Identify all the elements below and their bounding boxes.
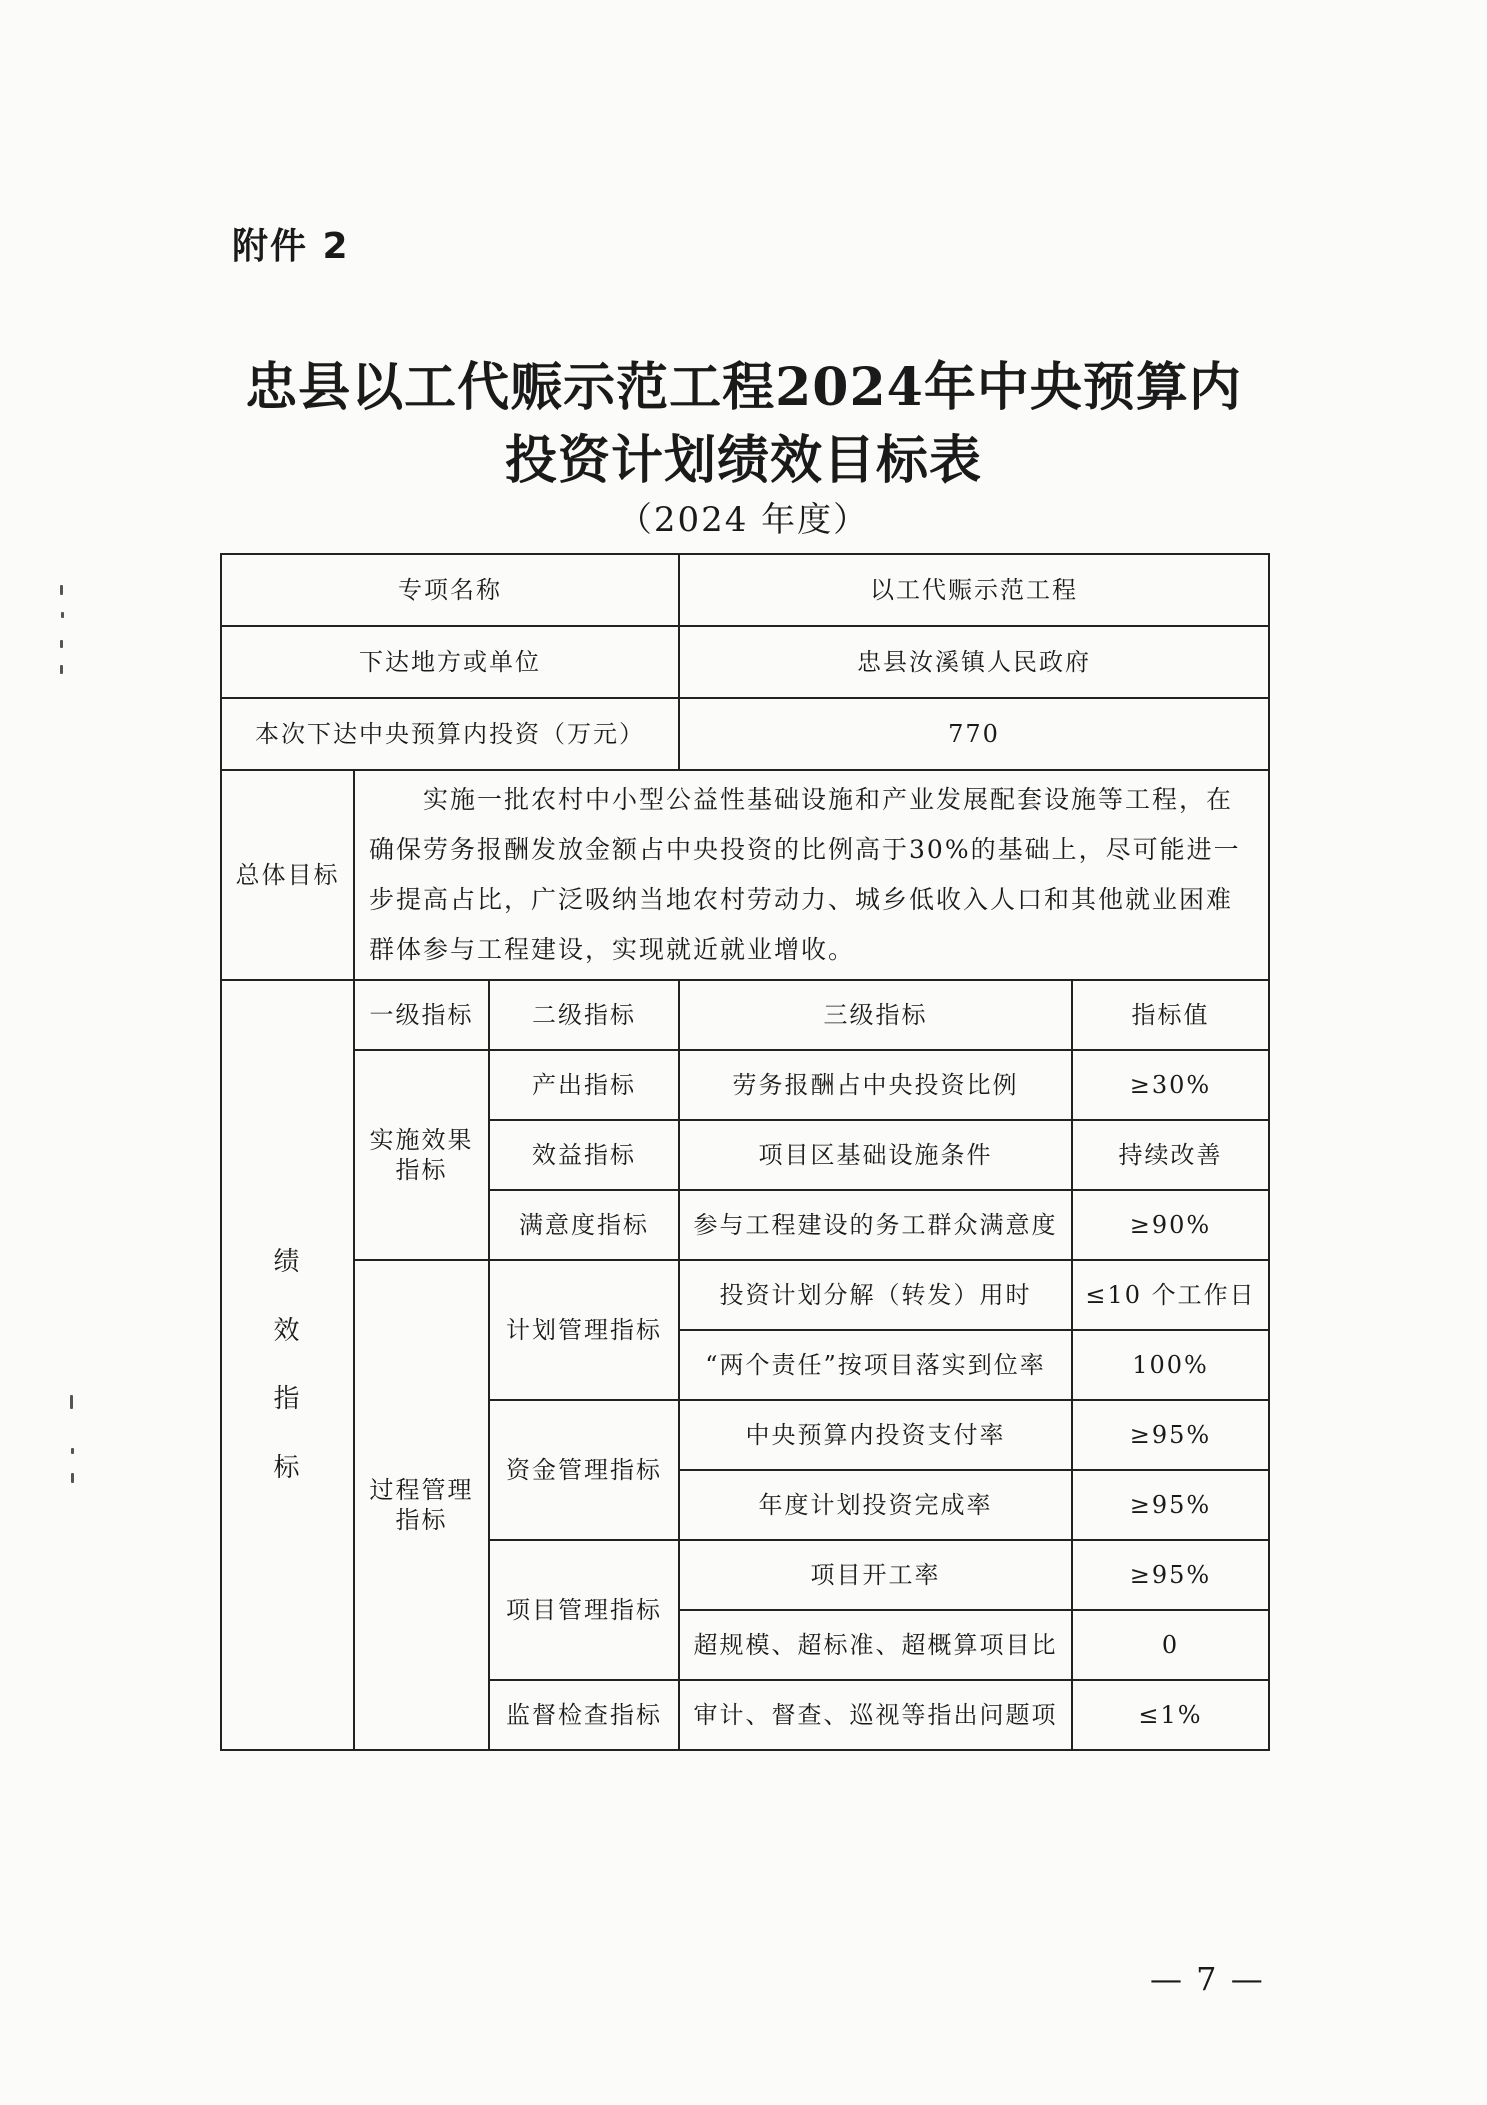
effect-group-label xyxy=(354,1050,489,1260)
level2-indicator-plan: 计划管理指标 xyxy=(489,1260,679,1400)
level2-indicator: 产出指标 xyxy=(489,1050,679,1120)
table-row xyxy=(221,626,1269,698)
level2-indicator-project: 项目管理指标 xyxy=(489,1540,679,1680)
level3-indicator: 劳务报酬占中央投资比例 xyxy=(679,1050,1072,1120)
table-row xyxy=(221,980,1269,1050)
document-title-line1: 忠县以工代赈示范工程2024年中央预算内 xyxy=(245,357,1242,418)
indicator-value: 100% xyxy=(1072,1330,1269,1400)
scan-mark xyxy=(71,1448,74,1454)
indicator-value: ≥95% xyxy=(1072,1540,1269,1610)
process-label-line: 指标 xyxy=(395,1506,448,1534)
performance-table xyxy=(220,553,1270,1751)
header-value: 指标值 xyxy=(1072,980,1269,1050)
indicator-value: ≥90% xyxy=(1072,1190,1269,1260)
level3-indicator: 超规模、超标准、超概算项目比 xyxy=(679,1610,1072,1680)
performance-label-char: 标 xyxy=(273,1452,302,1483)
indicator-value: ≥95% xyxy=(1072,1470,1269,1540)
performance-label-char: 绩 xyxy=(273,1247,302,1277)
level3-indicator: 中央预算内投资支付率 xyxy=(679,1400,1072,1470)
level2-indicator-supervise: 监督检查指标 xyxy=(489,1680,679,1750)
year-label: （2024 年度） xyxy=(617,500,870,540)
level2-indicator-fund: 资金管理指标 xyxy=(489,1400,679,1540)
level3-indicator: “两个责任”按项目落实到位率 xyxy=(679,1330,1072,1400)
process-group-label xyxy=(354,1260,489,1750)
attachment-label: 附件 2 xyxy=(232,226,350,267)
scan-mark xyxy=(60,585,63,595)
level3-indicator: 投资计划分解（转发）用时 xyxy=(679,1260,1072,1330)
effect-label-line: 指标 xyxy=(395,1156,448,1184)
level3-indicator: 审计、督查、巡视等指出问题项 xyxy=(679,1680,1072,1750)
scan-mark xyxy=(60,640,63,648)
level3-indicator: 项目区基础设施条件 xyxy=(679,1120,1072,1190)
table-row xyxy=(221,698,1269,770)
document-title-line2: 投资计划绩效目标表 xyxy=(504,430,982,491)
effect-label-line: 实施效果 xyxy=(369,1126,474,1154)
performance-indicator-label xyxy=(221,980,354,1750)
level2-indicator: 效益指标 xyxy=(489,1120,679,1190)
scan-mark xyxy=(70,1395,73,1409)
recipient-unit-label: 下达地方或单位 xyxy=(221,626,679,698)
indicator-value: ≥30% xyxy=(1072,1050,1269,1120)
header-level3: 三级指标 xyxy=(679,980,1072,1050)
indicator-value: ≥95% xyxy=(1072,1400,1269,1470)
investment-amount-label: 本次下达中央预算内投资（万元） xyxy=(221,698,679,770)
indicator-value: 持续改善 xyxy=(1072,1120,1269,1190)
page-number: — 7 — xyxy=(1150,1960,1265,1998)
header-level2: 二级指标 xyxy=(489,980,679,1050)
table-row xyxy=(221,770,1269,980)
indicator-value: ≤1% xyxy=(1072,1680,1269,1750)
level2-indicator: 满意度指标 xyxy=(489,1190,679,1260)
overall-goal-text: 实施一批农村中小型公益性基础设施和产业发展配套设施等工程，在确保劳务报酬发放金额占中央投资的比例高于30%的基础上，尽可能进一步提高占比，广泛吸纳当地农村劳动力、城乡低收入人口和其他就业困难群体参与工程建设，实现就近就业增收。 xyxy=(354,770,1269,980)
scan-mark xyxy=(71,1473,74,1483)
recipient-unit-value: 忠县汝溪镇人民政府 xyxy=(679,626,1269,698)
indicator-value: ≤10 个工作日 xyxy=(1072,1260,1269,1330)
level3-indicator: 项目开工率 xyxy=(679,1540,1072,1610)
process-label-line: 过程管理 xyxy=(369,1476,474,1504)
table-row xyxy=(221,1050,1269,1120)
level3-indicator: 参与工程建设的务工群众满意度 xyxy=(679,1190,1072,1260)
performance-label-char: 指 xyxy=(273,1384,302,1414)
investment-amount-value: 770 xyxy=(679,698,1269,770)
scan-mark xyxy=(61,612,64,618)
indicator-value: 0 xyxy=(1072,1610,1269,1680)
project-name-value: 以工代赈示范工程 xyxy=(679,554,1269,626)
table-row xyxy=(221,1260,1269,1330)
overall-goal-label: 总体目标 xyxy=(221,770,354,980)
level3-indicator: 年度计划投资完成率 xyxy=(679,1470,1072,1540)
project-name-label: 专项名称 xyxy=(221,554,679,626)
scan-mark xyxy=(60,665,63,674)
table-row xyxy=(221,554,1269,626)
header-level1: 一级指标 xyxy=(354,980,489,1050)
performance-label-char: 效 xyxy=(273,1315,302,1346)
